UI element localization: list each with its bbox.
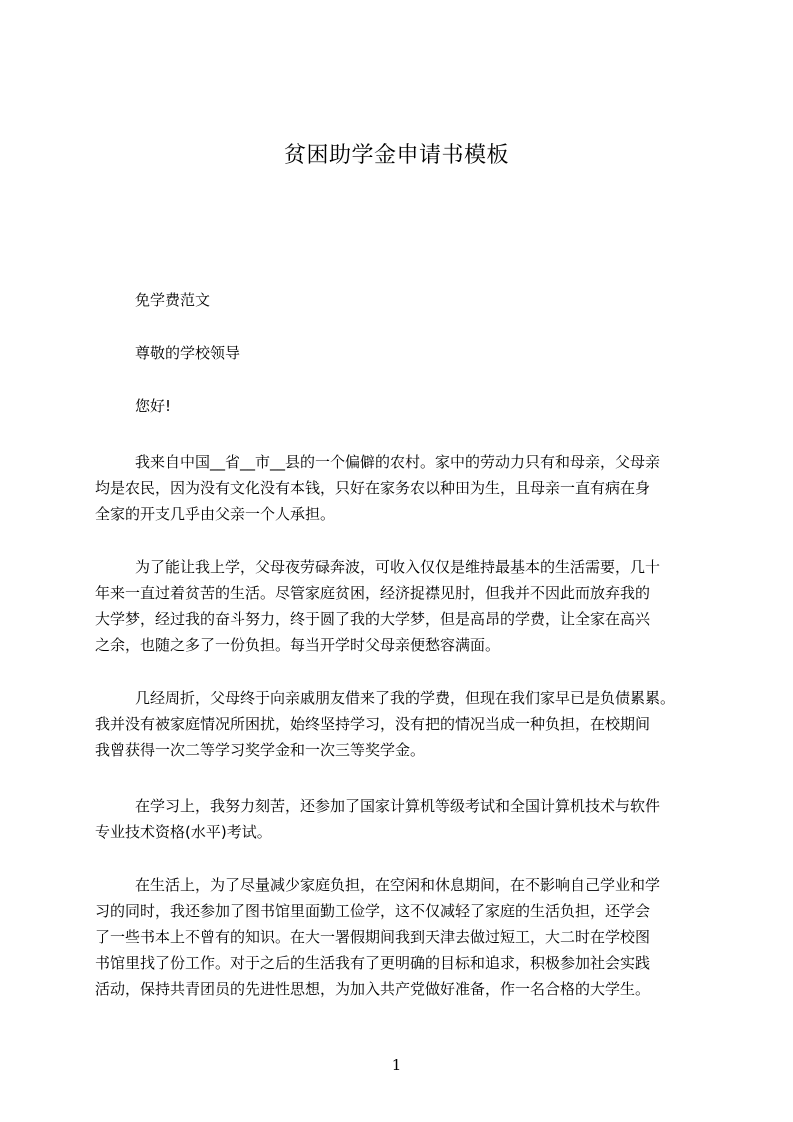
paragraph-line: 年来一直过着贫苦的生活。尽管家庭贫困，经济捉襟见肘，但我并不因此而放弃我的 [95, 584, 651, 602]
paragraph-line: 专业技术资格(水平)考试。 [95, 823, 272, 841]
paragraph-line: 我并没有被家庭情况所困扰，始终坚持学习，没有把的情况当成一种负担，在校期间 [95, 715, 651, 733]
paragraph-line: 尊敬的学校领导 [135, 344, 241, 362]
paragraph-line: 均是农民，因为没有文化没有本钱，只好在家务农以种田为生，且母亲一直有病在身 [95, 479, 651, 497]
paragraph-line: 了一些书本上不曾有的知识。在大一署假期间我到天津去做过短工，大二时在学校图 [95, 928, 651, 946]
paragraph-line: 在生活上，为了尽量减少家庭负担，在空闲和休息期间，在不影响自己学业和学 [135, 876, 661, 894]
paragraph-line: 之余，也随之多了一份负担。每当开学时父母亲便愁容满面。 [95, 636, 501, 654]
paragraph-line: 书馆里找了份工作。对于之后的生活我有了更明确的目标和追求，积极参加社会实践 [95, 954, 651, 972]
paragraph-line: 为了能让我上学，父母夜劳碌奔波，可收入仅仅是维持最基本的生活需要，几十 [135, 558, 661, 576]
paragraph-line: 全家的开支几乎由父亲一个人承担。 [95, 505, 336, 523]
paragraph-line: 免学费范文 [135, 291, 211, 309]
paragraph-line: 我曾获得一次二等学习奖学金和一次三等奖学金。 [95, 741, 426, 759]
paragraph-line: 几经周折，父母终于向亲戚朋友借来了我的学费，但现在我们家早已是负债累累。 [135, 689, 676, 707]
document-title: 贫困助学金申请书模板 [283, 143, 509, 168]
paragraph-line: 大学梦，经过我的奋斗努力，终于圆了我的大学梦，但是高昂的学费，让全家在高兴 [95, 610, 651, 628]
paragraph-line: 在学习上，我努力刻苦，还参加了国家计算机等级考试和全国计算机技术与软件 [135, 797, 661, 815]
paragraph-line: 习的同时，我还参加了图书馆里面勤工俭学，这不仅减轻了家庭的生活负担，还学会 [95, 902, 651, 920]
paragraph-line: 我来自中国__省__市__县的一个偏僻的农村。家中的劳动力只有和母亲，父母亲 [135, 453, 661, 471]
paragraph-line: 您好! [135, 397, 172, 415]
page-number: 1 [391, 1056, 402, 1074]
paragraph-line: 活动，保持共青团员的先进性思想，为加入共产党做好准备，作一名合格的大学生。 [95, 980, 651, 998]
